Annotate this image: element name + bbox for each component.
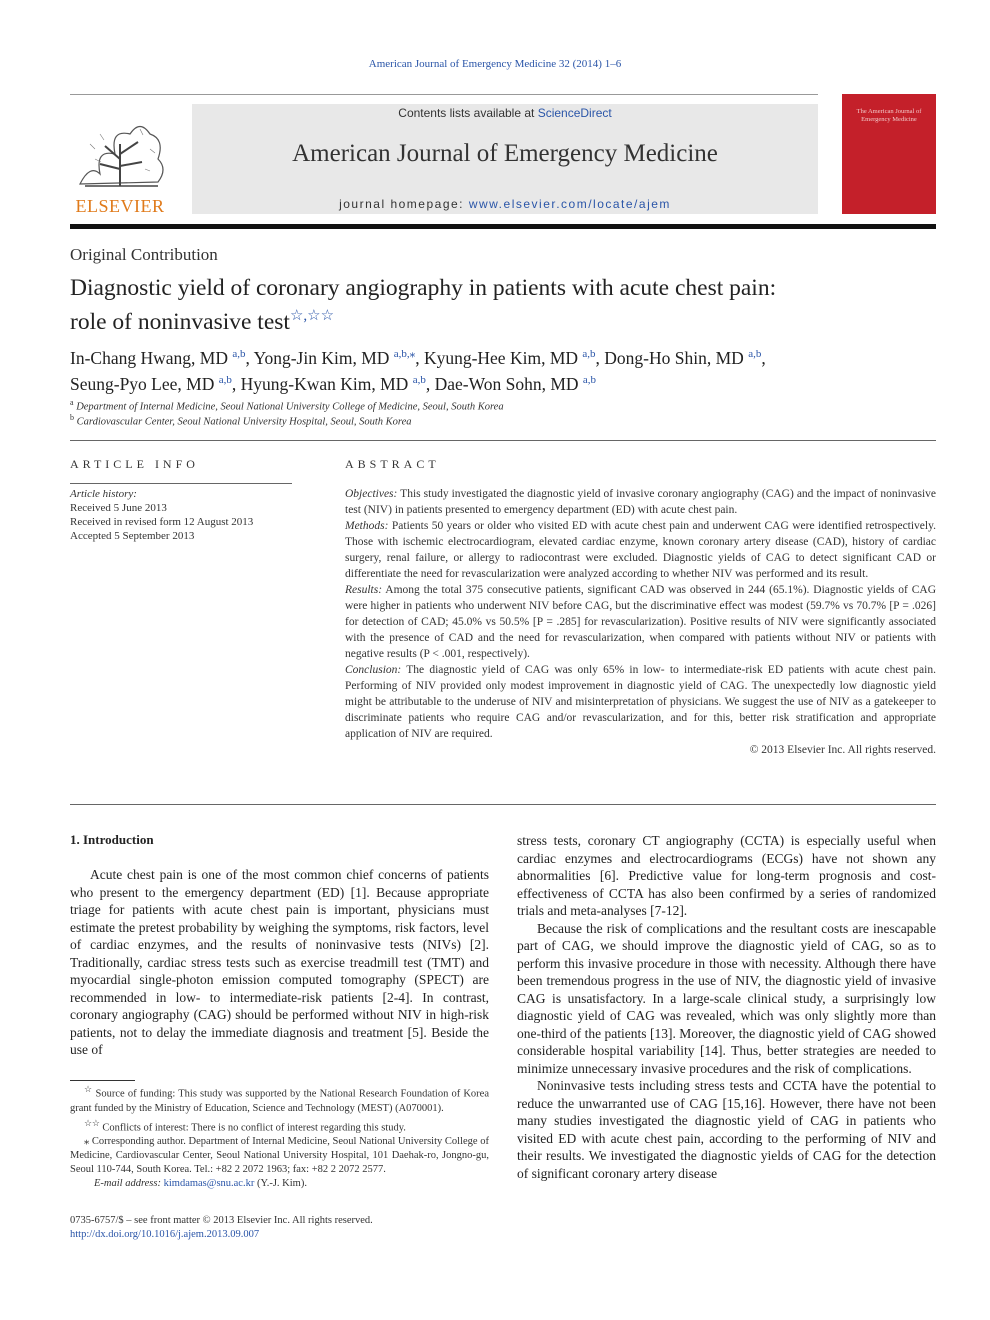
- header-thick-rule: [70, 224, 936, 229]
- history-label: Article history:: [70, 488, 137, 500]
- author-affiliation[interactable]: a,b: [218, 373, 232, 386]
- doi-link[interactable]: http://dx.doi.org/10.1016/j.ajem.2013.09.007: [70, 1229, 260, 1240]
- author-affiliation[interactable]: a,b: [412, 373, 426, 386]
- author-affiliation[interactable]: a,b,⁎: [393, 348, 416, 360]
- accepted-date: Accepted 5 September 2013: [70, 530, 195, 542]
- author-affiliation[interactable]: a,b: [582, 373, 597, 386]
- received-date: Received 5 June 2013: [70, 502, 167, 514]
- abstract-methods: Methods: Patients 50 years or older who visited ED with acute chest pain and underwent CAG were identified retrospectively. Those with ischemic electrocardiogram, elevated cardiac enzyme, known coronary artery disease (CAD), history of cardiac surgery, renal failure, or allergy to radiocontrast were excluded. Diagnostic yields of CAG to detect significant CAD or differentiate the need for revascularization were analyzed according to whether NIV was performed and its result.: [345, 520, 936, 580]
- paragraph: stress tests, coronary CT angiography (CCTA) is especially useful when cardiac enzymes and electrocardiograms (ECGs) have not shown any abnormalities [6]. Predictive value for long-term prognosis and cost-effectiveness of CCTA has also been confirmed by a series of randomized trials and meta-analyses [7-12].: [517, 833, 936, 918]
- homepage-link[interactable]: www.elsevier.com/locate/ajem: [468, 197, 671, 211]
- email-link[interactable]: kimdamas@snu.ac.kr: [163, 1178, 255, 1189]
- footnote-funding: ☆ Source of funding: This study was supported by the National Research Foundation of Korea grant funded by the Ministry of Education, Science and Technology (MEST) (A070001).: [70, 1084, 489, 1114]
- revised-date: Received in revised form 12 August 2013: [70, 516, 254, 528]
- abstract-conclusion: Conclusion: The diagnostic yield of CAG was only 65% in low- to intermediate-risk ED patients with acute chest pain. Performing of NIV provided only modest improvement in diagnostic yield of CAG. The unexpectedly low diagnostic yield might be attributable to the underuse of NIV and misinterpretation of physicians. We suggest the use of NIV as a gatekeeper to discriminate patients who require CAG and/or revascularization, and for this, better risk stratification and appropriate application of NIV are required.: [345, 664, 936, 740]
- footnote-corresponding: ⁎ Corresponding author. Department of Internal Medicine, Seoul National University College of Medicine, Cardiovascular Center, Seoul National University Hospital, 101 Daehak-ro, Jongno-gu, Seoul 110-744, South Korea. Tel.: +82 2 2072 1963; fax: +82 2 2072 2577.: [70, 1136, 489, 1175]
- author: Seung-Pyo Lee, MD: [70, 373, 215, 394]
- sciencedirect-link[interactable]: ScienceDirect: [537, 106, 612, 120]
- author-affiliation[interactable]: a,b: [582, 348, 596, 360]
- article-info-heading: ARTICLE INFO: [70, 457, 199, 471]
- issn-line: 0735-6757/$ – see front matter © 2013 Elsevier Inc. All rights reserved.: [70, 1215, 373, 1226]
- affiliation-rule: [70, 440, 936, 441]
- author: Yong-Jin Kim, MD: [253, 347, 390, 368]
- footnote-conflicts: ☆☆ Conflicts of interest: There is no conflict of interest regarding this study.: [84, 1117, 406, 1133]
- paragraph: Noninvasive tests including stress tests and CCTA have the potential to reduce the unwarranted use of CAG [15,16]. However, there have not been many studies investigated the diagnostic yield of CAG in patients who visited ED with acute chest pain, according to the performing of NIV and their results. We investigated the diagnostic yields of CAG for the detection of significant coronary artery disease: [517, 1078, 936, 1181]
- author: Hyung-Kwan Kim, MD: [240, 373, 409, 394]
- footnote-email: E-mail address: kimdamas@snu.ac.kr (Y.-J. Kim).: [94, 1178, 307, 1189]
- abstract-heading: ABSTRACT: [345, 457, 440, 471]
- journal-homepage: journal homepage: www.elsevier.com/locate/ajem: [339, 197, 671, 211]
- abstract-text: [345, 486, 936, 758]
- footnote-rule: [70, 1080, 135, 1081]
- journal-citation[interactable]: American Journal of Emergency Medicine 32 (2014) 1–6: [368, 58, 622, 70]
- contents-line: Contents lists available at ScienceDirect: [398, 106, 612, 120]
- author: Kyung-Hee Kim, MD: [423, 347, 579, 368]
- author: Dae-Won Sohn, MD: [434, 373, 579, 394]
- abstract-results: Results: Among the total 375 consecutive patients, significant CAD was observed in 244 (65.1%). Diagnostic yields of CAG were higher in patients who underwent NIV before CAG, but the discriminative effect was modest (59.7% vs 70.7% [P = .026] for detection of CAD; 45.0% vs 50.5% [P = .285] for revascularization). Positive results of NIV were significantly associated with the presence of CAD and the need for revascularization, when compared with patients without NIV or patients with negative results (P < .001, respectively).: [345, 584, 936, 660]
- article-type: Original Contribution: [70, 245, 218, 264]
- cover-title: The American Journal of Emergency Medicine: [856, 108, 922, 123]
- abstract-rule: [70, 804, 936, 805]
- journal-name: American Journal of Emergency Medicine: [292, 140, 718, 167]
- right-column: [517, 832, 936, 1182]
- affiliation-b: $^b$ Cardiovascular Center, Seoul National University Hospital, Seoul, South Korea: [70, 413, 412, 428]
- paragraph: Acute chest pain is one of the most common chief concerns of patients who present to the emergency department (ED) [1]. Because appropriate triage for patients with acute chest pain is important, physicians must estimate the pretest probability by weighing the symptoms, risk factors, level of cardiac enzymes, and the results of noninvasive tests (NIVs) [2]. Traditionally, cardiac stress tests such as exercise treadmill test (TMT) and myocardial single-photon emission computed tomography (SPECT) are recommended in low- to intermediate-risk patients [2-4]. In contrast, coronary angiography (CAG) should be performed without NIV in high-risk patients, not to delay the immediate diagnosis and treatment [5]. Beside the use of: [70, 867, 489, 1057]
- title-footnote-marks[interactable]: ☆,☆☆: [289, 308, 335, 324]
- header-rule: [70, 94, 818, 95]
- author: In-Chang Hwang, MD: [70, 347, 228, 368]
- paragraph: Because the risk of complications and the resultant costs are inescapable part of CAG, we should improve the diagnostic yield of CAG, so as to perform this invasive procedure in those with necessity. Although there have been tremendous progress in the use of NIV, the diagnostic yield of invasive CAG is unsatisfactory. In a large-scale clinical study, a surprisingly low diagnostic yield of CAG was revealed, which was only slightly more than one-third of the patients [13]. Moreover, the diagnostic yield of CAG showed considerable hospital variability [14]. Thus, better strategies are needed to minimize unnecessary invasive procedures and the risk of complications.: [517, 920, 936, 1076]
- footnotes: [70, 1082, 489, 1191]
- article-info-rule: [70, 483, 292, 484]
- left-column: [70, 866, 489, 1059]
- elsevier-wordmark: ELSEVIER: [75, 196, 165, 216]
- article-title: Diagnostic yield of coronary angiography in patients with acute chest pain: role of noninvasive test☆,☆☆: [70, 275, 777, 335]
- abstract-objectives: Objectives: This study investigated the diagnostic yield of invasive coronary angiography (CAG) and the impact of noninvasive test (NIV) in patients presented to emergency department (ED) with acute chest pain.: [345, 488, 936, 516]
- author: Dong-Ho Shin, MD: [604, 347, 744, 368]
- copyright: © 2013 Elsevier Inc. All rights reserved.: [749, 744, 936, 756]
- section-heading-introduction: 1. Introduction: [70, 832, 154, 847]
- author-affiliation[interactable]: a,b: [232, 348, 246, 360]
- affiliation-a: $^a$ Department of Internal Medicine, Seoul National University College of Medicine, Seoul, South Korea: [70, 398, 504, 413]
- author-affiliation[interactable]: a,b: [748, 348, 762, 360]
- author-list: In-Chang Hwang, MD $^{a,b}$, Yong-Jin Kim, MD $^{a,b,⁎}$, Kyung-Hee Kim, MD $^{a,b}$, Dong-Ho Shin, MD $^{a,b}$, Seung-Pyo Lee, MD $^{a,b}$, Hyung-Kwan Kim, MD $^{a,b}$, Dae-Won Sohn, MD $^{a,b}$: [70, 347, 766, 394]
